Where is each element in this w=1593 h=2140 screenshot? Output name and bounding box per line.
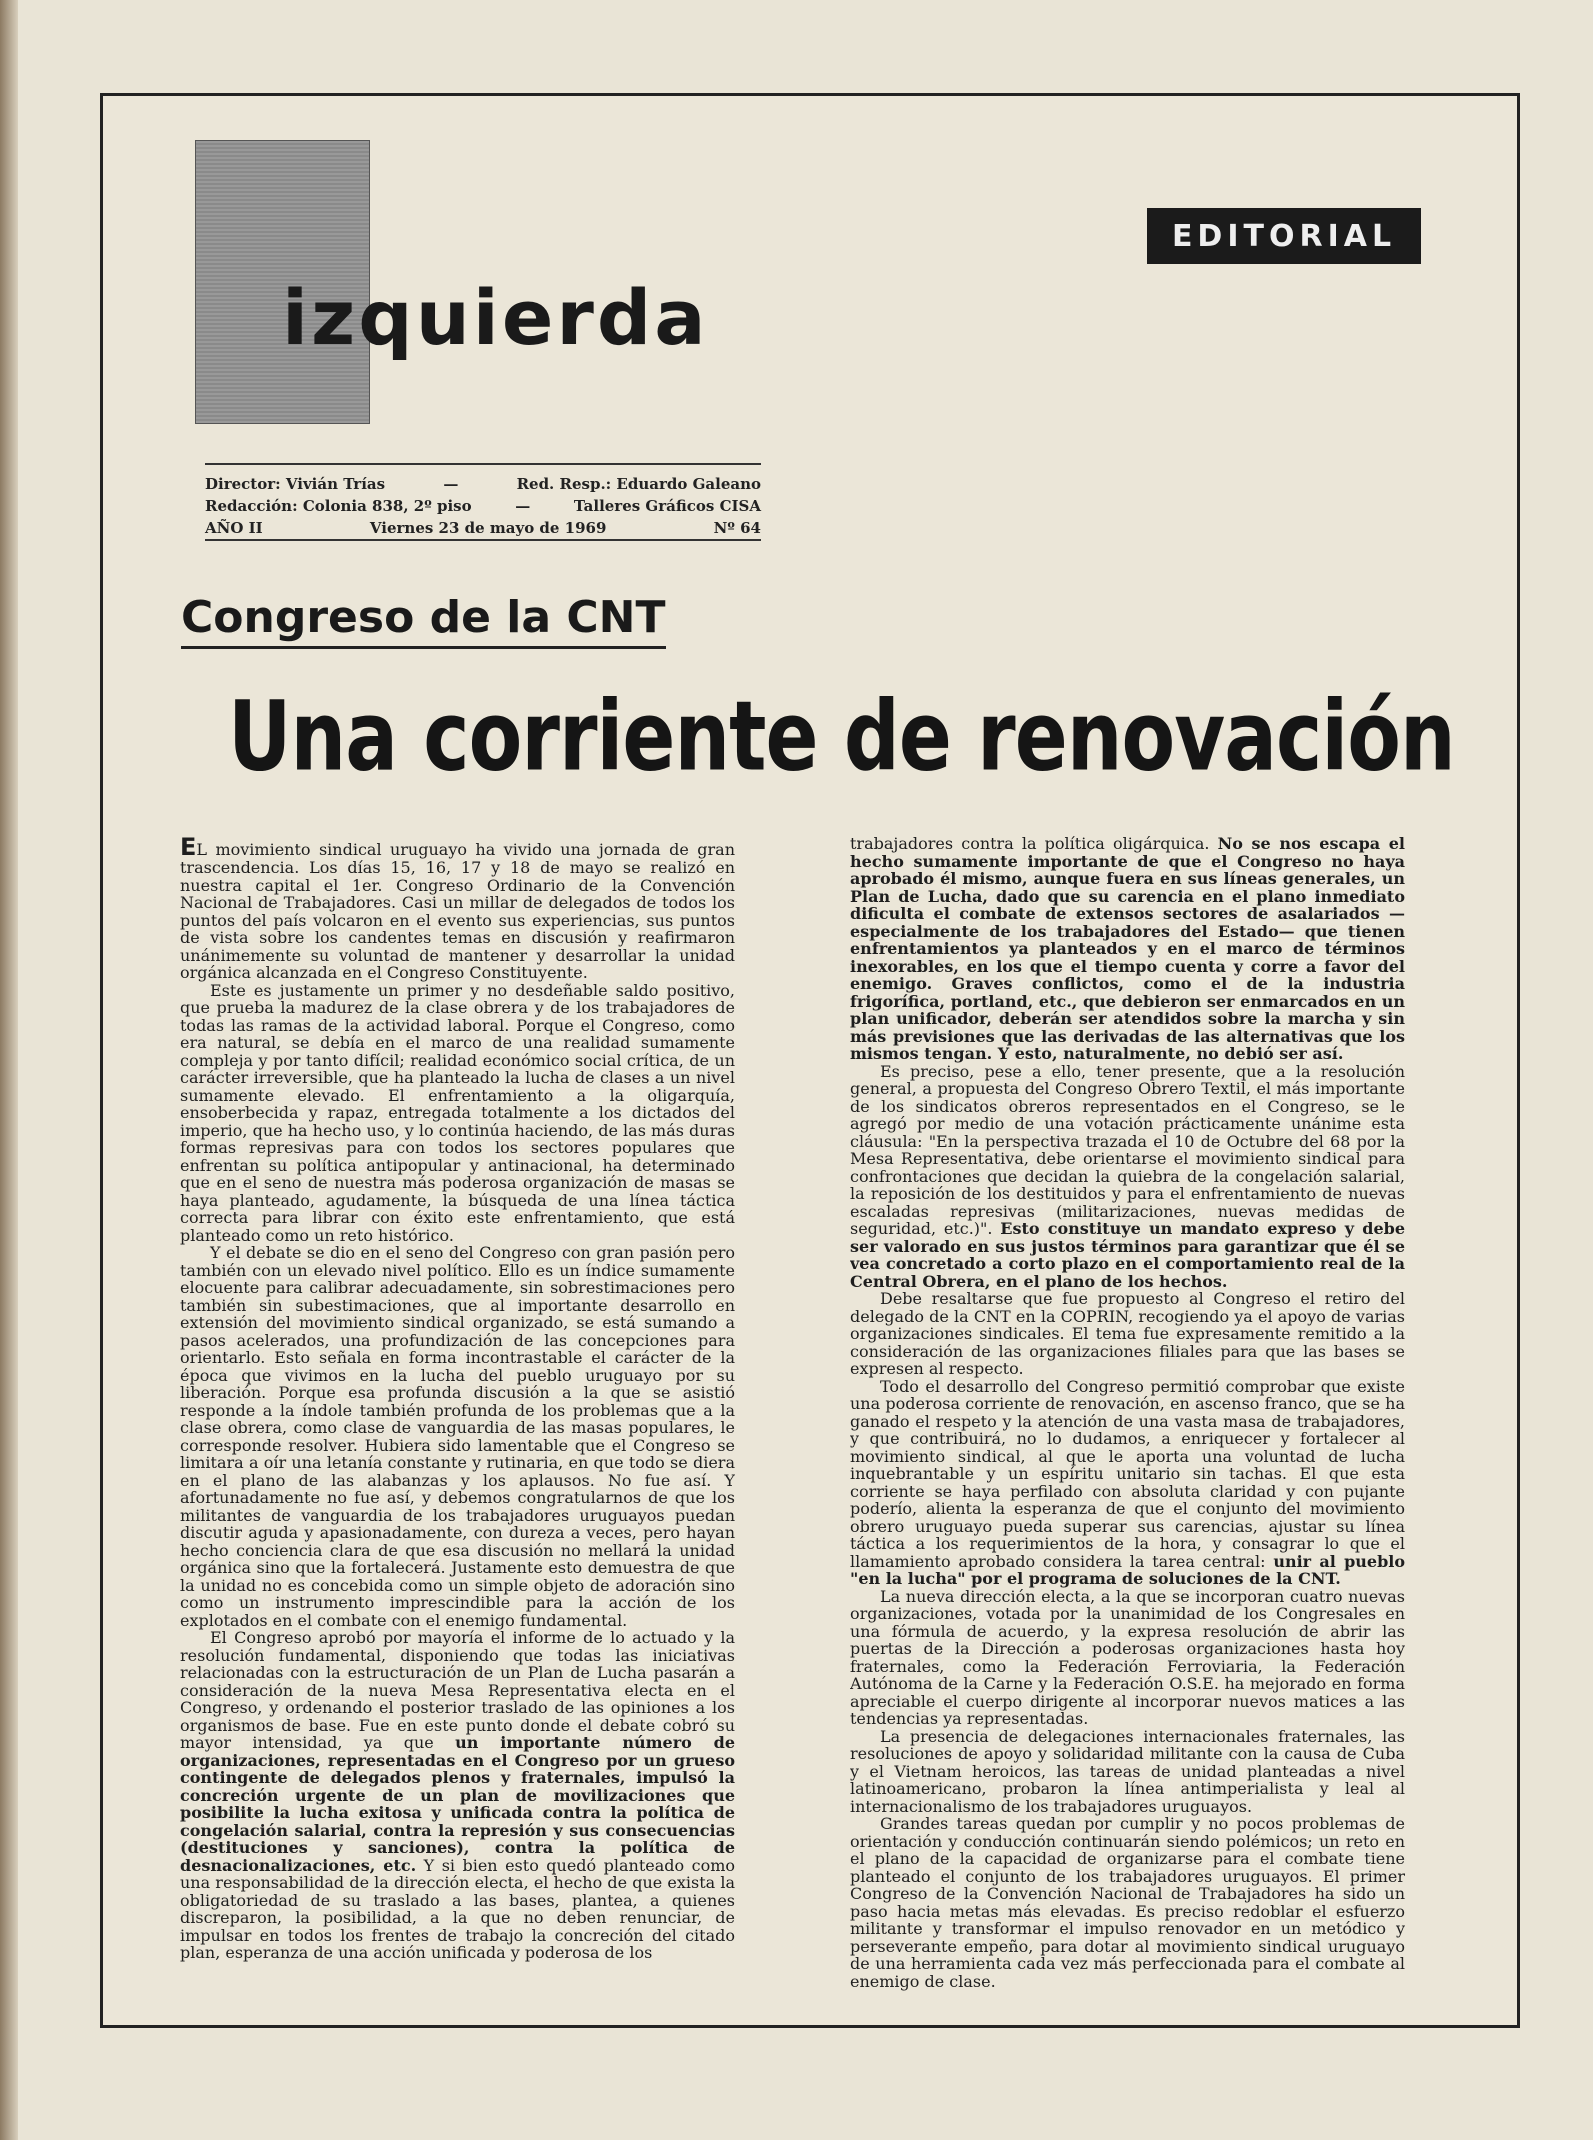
- paragraph-text: Todo el desarrollo del Congreso permitió comprobar que existe una poderosa corriente de renovación, en ascenso franco, que se ha ganado el respeto y la atención de una vasta masa de trabajadores, y que contribuirá, no lo dudamos, a enriquecer y fortalecer al movimiento sindical, al que le aporta una voluntad de lucha inquebrantable y un espíritu unitario sin tachas. El que esta corriente se haya perfilado con absoluta claridad y con pujante poderío, alienta la esperanza de que el conjunto del movimiento obrero uruguayo pueda superar sus carencias, ajustar su línea táctica a los requerimientos de la hora, y consagrar lo que el llamamiento aprobado considera la tarea central:: [850, 1376, 1405, 1571]
- masthead-row-director: [205, 473, 761, 495]
- paragraph-text: trabajadores contra la política oligárquica.: [850, 835, 1218, 853]
- paragraph-text: El Congreso aprobó por mayoría el informe de lo actuado y la resolución fundamental, disponiendo que todas las iniciativas relacionadas con la estructuración de un Plan de Lucha pasarán a consideración de la nueva Mesa Representativa electa en el Congreso, y ordenando el posterior traslado de las opiniones a los organismos de base. Fue en este punto donde el debate cobró su mayor intensidad, ya que: [180, 1628, 735, 1752]
- drop-cap: E: [180, 835, 197, 861]
- masthead-talleres: Talleres Gráficos CISA: [573, 497, 761, 515]
- editorial-badge: EDITORIAL: [1147, 208, 1421, 264]
- left-column: [180, 835, 735, 1995]
- masthead-separator: —: [443, 475, 459, 493]
- masthead-separator: —: [515, 497, 531, 515]
- headline: Una corriente de renovación: [228, 679, 1455, 793]
- masthead-redaccion: Redacción: Colonia 838, 2º piso: [205, 497, 472, 515]
- right-column: [850, 835, 1405, 1995]
- masthead: [205, 463, 761, 541]
- paragraph-text: L movimiento sindical uruguayo ha vivido una jornada de gran trascendencia. Los días 15, 16, 17 y 18 de mayo se realizó en nuestra capital el 1er. Congreso Ordinario de la Convención Nacional de Trabajadores. Casi un millar de delegados de todos los puntos del país volcaron en el evento sus experiencias, sus puntos de vista sobre los candentes temas en discusión y reafirmaron unánimemente su voluntad de mantener y desarrollar la unidad orgánica alcanzada en el Congreso Constituyente.: [180, 840, 735, 982]
- paragraph: Grandes tareas quedan por cumplir y no pocos problemas de orientación y conducción continuarán siendo polémicos; un reto en el plano de la capacidad de organizarse para el combate tiene planteado el conjunto de los trabajadores uruguayos. El primer Congreso de la Convención Nacional de Trabajadores ha sido un paso hacia metas más elevadas. Es preciso redoblar el esfuerzo militante y transformar el impulso renovador en un metódico y perseverante empeño, para dotar al movimiento sindical uruguayo de una herramienta cada vez más perfeccionada para el combate al enemigo de clase.: [850, 1814, 1405, 1991]
- logo-wordmark: izquierda: [282, 273, 709, 362]
- paragraph: La presencia de delegaciones internacionales fraternales, las resoluciones de apoyo y solidaridad militante con la causa de Cuba y el Vietnam heroicos, las tareas de unidad planteadas a nivel latinoamericano, probaron la línea antimperialista y leal al internacionalismo de los trabajadores uruguayos.: [850, 1726, 1405, 1816]
- paragraph-bold-text: unir al pueblo "en la lucha" por el programa de soluciones de la CNT.: [850, 1551, 1405, 1588]
- paragraph: [850, 1063, 1405, 1291]
- section-title: Congreso de la CNT: [181, 596, 666, 649]
- paragraph-bold-text: No se nos escapa el hecho sumamente importante de que el Congreso no haya aprobado él mismo, aunque fuera en sus líneas generales, un Plan de Lucha, dado que su carencia en el plano inmediato dificulta el combate de extensos sectores de asalariados —especialmente de los trabajadores del Estado— que tienen enfrentamientos ya planteados y en el marco de términos inexorables, en los que el tiempo cuenta y corre a favor del enemigo. Graves conflictos, como el de la industria frigorífica, portland, etc., que debieron ser enmarcados en un plan unificador, deberán ser atendidos sobre la marcha y sin más previsiones que las derivadas de las alternativas que los mismos tengan. Y esto, naturalmente, no debió ser así.: [850, 835, 1405, 1063]
- paragraph: Debe resaltarse que fue propuesto al Congreso el retiro del delegado de la CNT en la COPRIN, recogiendo ya el apoyo de varias organizaciones sindicales. El tema fue expresamente remitido a la consideración de las organizaciones filiales para que las bases se expresen al respecto.: [850, 1289, 1405, 1378]
- masthead-row-issue: [205, 517, 761, 541]
- paragraph: [180, 835, 735, 982]
- masthead-row-redaccion: [205, 495, 761, 517]
- paragraph-text: Es preciso, pese a ello, tener presente, que a la resolución general, a propuesta del Congreso Obrero Textil, el más importante de los sindicatos obreros representados en el Congreso, se le agregó por medio de una votación prácticamente unánime esta cláusula: "En la perspectiva trazada el 10 de Octubre del 68 por la Mesa Representativa, debe orientarse el movimiento sindical para confrontaciones que decidan la quiebra de la congelación salarial, la reposición de los destituidos y para el enfrentamiento de nuevas escaladas represivas (militarizaciones, nuevas medidas de seguridad, etc.)".: [850, 1061, 1405, 1238]
- paragraph-bold-text: Esto constituye un mandato expreso y debe ser valorado en sus justos términos para garantizar que él se vea concretado a corto plazo en el comportamiento real de la Central Obrera, en el plano de los hechos.: [850, 1219, 1405, 1291]
- masthead-number: Nº 64: [713, 519, 761, 537]
- paragraph: [850, 1378, 1405, 1588]
- paragraph: [180, 1629, 735, 1962]
- masthead-year: AÑO II: [205, 519, 263, 537]
- paragraph: Y el debate se dio en el seno del Congreso con gran pasión pero también con un elevado nivel político. Ello es un índice sumamente elocuente para calibrar adecuadamente, sin sobrestimaciones pero también sin subestimaciones, que al importante desarrollo en extensión del movimiento sindical organizado, se está sumando a pasos acelerados, una profundización de las concepciones para orientarlo. Esto señala en forma incontrastable el carácter de la época que vivimos en la lucha del pueblo uruguayo por su liberación. Porque esa profunda discusión a la que se asistió responde a la índole también profunda de los problemas que a la clase obrera, como clase de vanguardia de las masas populares, le corresponde resolver. Hubiera sido lamentable que el Congreso se limitara a oír una letanía constante y rutinaria, en que todo se diera en el plano de las alabanzas y los aplausos. No fue así. Y afortunadamente no fue así, y debemos congratularnos de que los militantes de vanguardia de los trabajadores uruguayos puedan discutir aguda y apasionadamente, con dureza a veces, pero hayan hecho conciencia clara de que esa discusión no mellará la unidad orgánica sino que la fortalecerá. Justamente esto demuestra de que la unidad no es concebida como un simple objeto de adoración sino como un instrumento imprescindible para la acción de los explotados en el combate con el enemigo fundamental.: [180, 1243, 735, 1630]
- masthead-date: Viernes 23 de mayo de 1969: [369, 519, 607, 537]
- paragraph: La nueva dirección electa, a la que se incorporan cuatro nuevas organizaciones, votada por la unanimidad de los Congresales en una fórmula de acuerdo, y la expresa resolución de abrir las puertas de la Dirección a poderosas organizaciones hasta hoy fraternales, como la Federación Ferroviaria, la Federación Autónoma de la Carne y la Federación O.S.E. ha mejorado en forma apreciable el cuerpo dirigente al incorporar nuevos matices a las tendencias ya representadas.: [850, 1586, 1405, 1728]
- page-binding-edge: [0, 0, 18, 2140]
- paragraph: Este es justamente un primer y no desdeñable saldo positivo, que prueba la madurez de la clase obrera y de los trabajadores de todas las ramas de la actividad laboral. Porque el Congreso, como era natural, se debía en el marco de una realidad sumamente compleja y por tanto difícil; realidad económico social crítica, de un carácter irreversible, que ha planteado la lucha de clases a un nivel sumamente elevado. El enfrentamiento a la oligarquía, ensoberbecida y rapaz, entregada totalmente a los dictados del imperio, que ha hecho uso, y lo continúa haciendo, de las más duras formas represivas para con todos los sectores populares que enfrentan su política antipopular y antinacional, ha determinado que en el seno de nuestra más poderosa organización de masas se haya planteado, agudamente, la búsqueda de una línea táctica correcta para librar con éxito este enfrentamiento, que está planteado como un reto histórico.: [180, 980, 735, 1245]
- masthead-red-resp: Red. Resp.: Eduardo Galeano: [516, 475, 761, 493]
- masthead-director: Director: Vivián Trías: [205, 475, 386, 493]
- paragraph-bold-text: un importante número de organizaciones, representadas en el Congreso por un grueso contingente de delegados plenos y fraternales, impulsó la concreción urgente de un plan de movilizaciones que posibilite la lucha exitosa y unificada contra la política de congelación salarial, contra la represión y sus consecuencias (destituciones y sanciones), contra la política de desnacionalizaciones, etc.: [180, 1733, 735, 1875]
- paragraph-text: Y si bien esto quedó planteado como una responsabilidad de la dirección electa, el hecho de que exista la obligatoriedad de su traslado a las bases, plantea, a quienes discreparon, la posibilidad, a la que no deben renunciar, de impulsar en todos los frentes de trabajo la concreción del citado plan, esperanza de una acción unificada y poderosa de los: [180, 1855, 735, 1962]
- paragraph: [850, 835, 1405, 1063]
